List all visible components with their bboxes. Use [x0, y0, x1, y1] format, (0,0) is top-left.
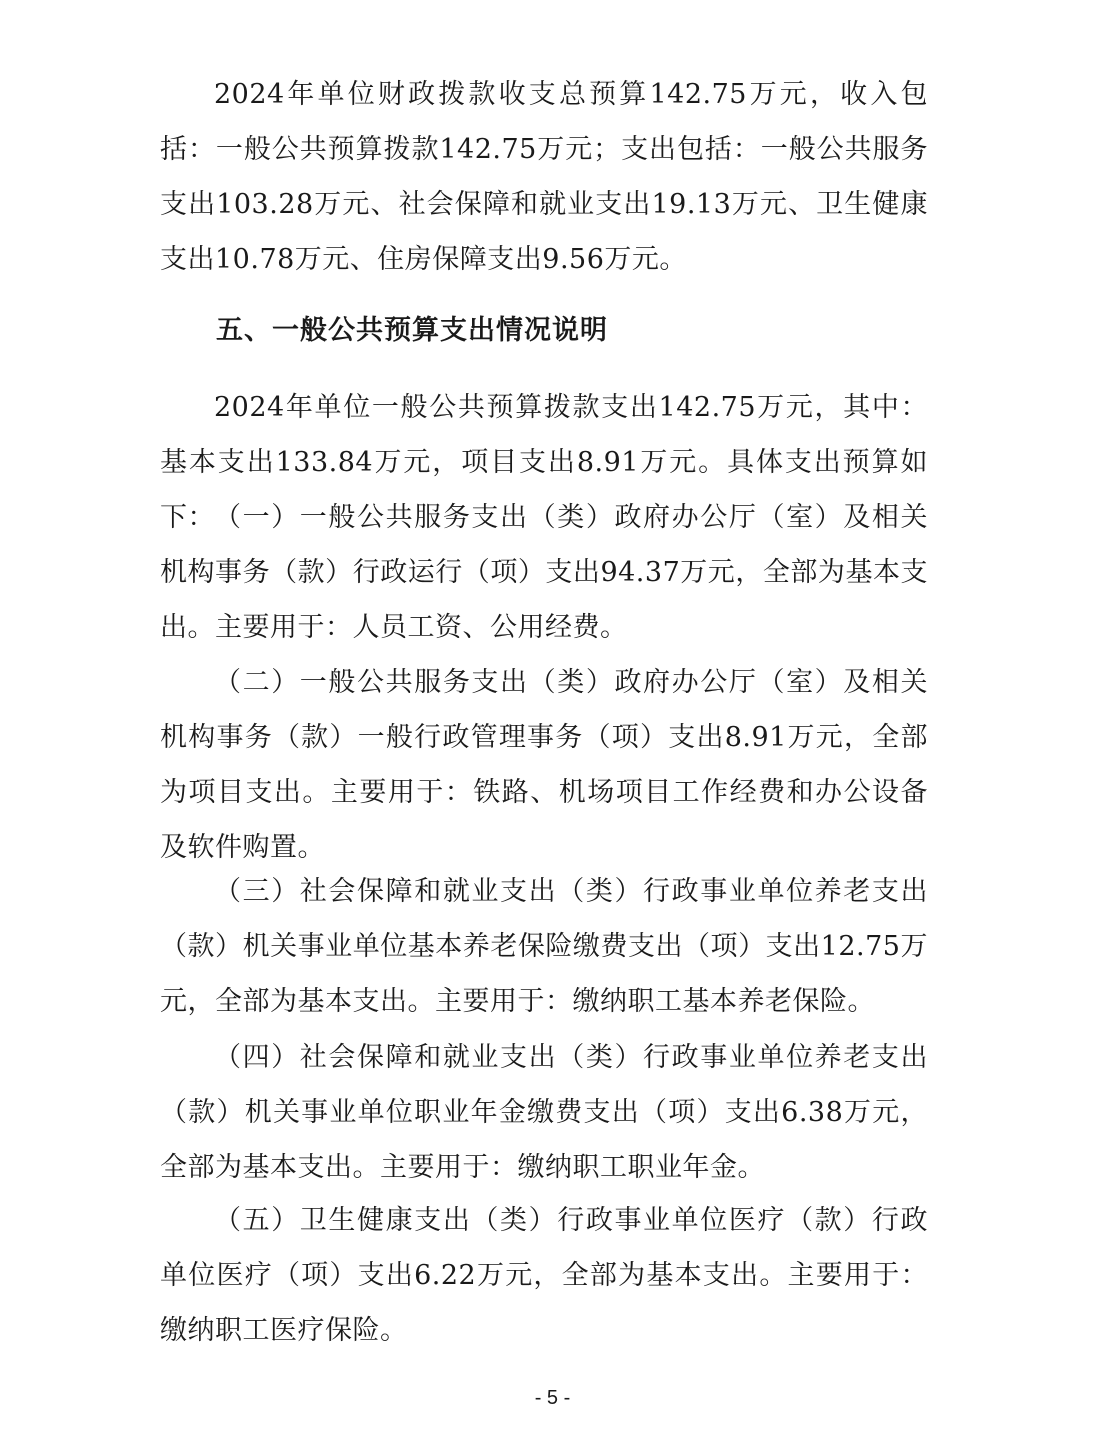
item-4-paragraph: （四）社会保障和就业支出（类）行政事业单位养老支出（款）机关事业单位职业年金缴费支出（项）支出6.38万元，全部为基本支出。主要用于：缴纳职工职业年金。	[160, 1042, 928, 1183]
page-number: - 5 -	[534, 1387, 571, 1409]
item-2-paragraph: （二）一般公共服务支出（类）政府办公厅（室）及相关机构事务（款）一般行政管理事务（项）支出8.91万元，全部为项目支出。主要用于：铁路、机场项目工作经费和办公设备及软件购置。	[160, 667, 928, 863]
item-5-paragraph: （五）卫生健康支出（类）行政事业单位医疗（款）行政单位医疗（项）支出6.22万元，全部为基本支出。主要用于：缴纳职工医疗保险。	[160, 1205, 928, 1346]
expenditure-intro-paragraph: 2024年单位一般公共预算拨款支出142.75万元，其中：基本支出133.84万元，项目支出8.91万元。具体支出预算如下：	[160, 392, 928, 533]
budget-summary-paragraph: 2024年单位财政拨款收支总预算142.75万元，收入包括：一般公共预算拨款142.75万元；支出包括：一般公共服务支出103.28万元、社会保障和就业支出19.13万元、卫生健康支出10.78万元、住房保障支出9.56万元。	[160, 79, 928, 275]
item-3-paragraph: （三）社会保障和就业支出（类）行政事业单位养老支出（款）机关事业单位基本养老保险缴费支出（项）支出12.75万元，全部为基本支出。主要用于：缴纳职工基本养老保险。	[160, 876, 928, 1017]
section-heading: 五、一般公共预算支出情况说明	[216, 315, 608, 346]
item-1-paragraph: （一）一般公共服务支出（类）政府办公厅（室）及相关机构事务（款）行政运行（项）支出94.37万元，全部为基本支出。主要用于：人员工资、公用经费。	[160, 502, 928, 643]
